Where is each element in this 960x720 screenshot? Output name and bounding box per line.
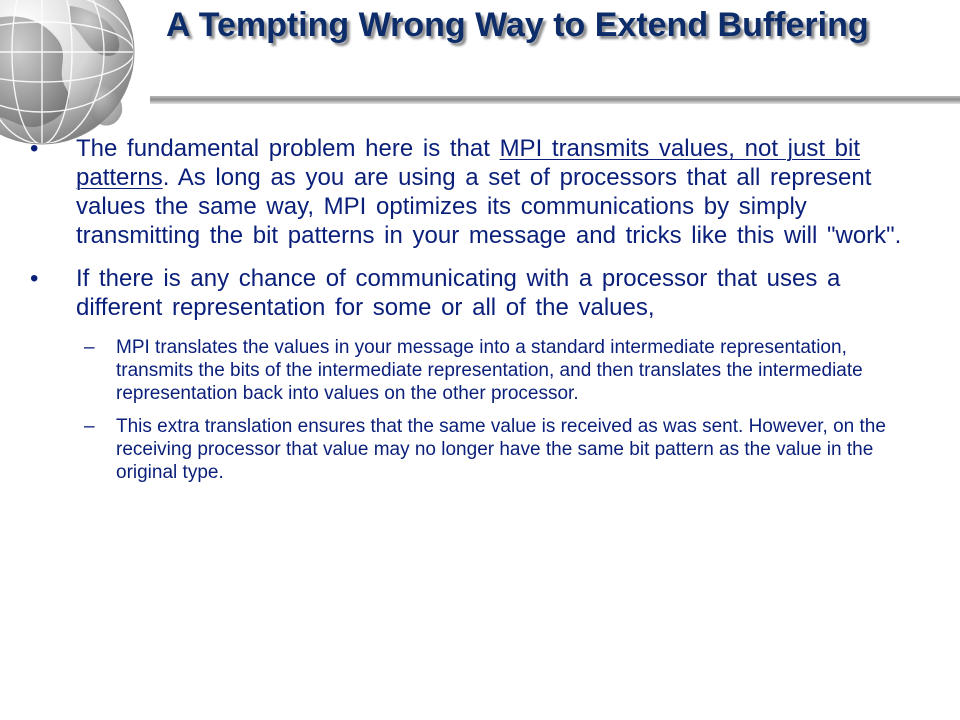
bullet-item-1: [30, 134, 930, 250]
sub-bullet-text: This extra translation ensures that the same value is received as was sent. However, on the receiving processor that value may no longer have the same bit pattern as the value in the original type.: [116, 416, 886, 483]
bullet-text-underlined: MPI transmits values, not just bit patterns: [76, 135, 861, 191]
sub-bullet-item-1: [30, 336, 930, 405]
sub-bullet-item-2: [30, 415, 930, 484]
bullet-text-post: . As long as you are using a set of processors that all represent values the same way, MPI optimizes its communications by simply transmitting the bit patterns in your message and tricks like this will "work".: [76, 164, 902, 249]
bullet-item-2: [30, 264, 930, 322]
bullet-marker: •: [30, 135, 39, 162]
title-underline-bar: [150, 96, 960, 104]
globe-icon: [0, 0, 150, 150]
sub-bullet-marker: –: [84, 416, 95, 437]
bullet-marker: •: [30, 265, 39, 292]
slide-body: [30, 134, 930, 494]
bullet-text: If there is any chance of communicating with a processor that uses a different representation for some or all of the values,: [76, 265, 841, 321]
sub-bullet-text: MPI translates the values in your message into a standard intermediate representation, transmits the bits of the intermediate representation, and then translates the intermediate representation back into values on the other processor.: [116, 337, 863, 404]
sub-bullet-marker: –: [84, 337, 95, 358]
bullet-text-pre: The fundamental problem here is that: [76, 135, 500, 162]
slide-title: A Tempting Wrong Way to Extend Buffering: [166, 6, 869, 44]
